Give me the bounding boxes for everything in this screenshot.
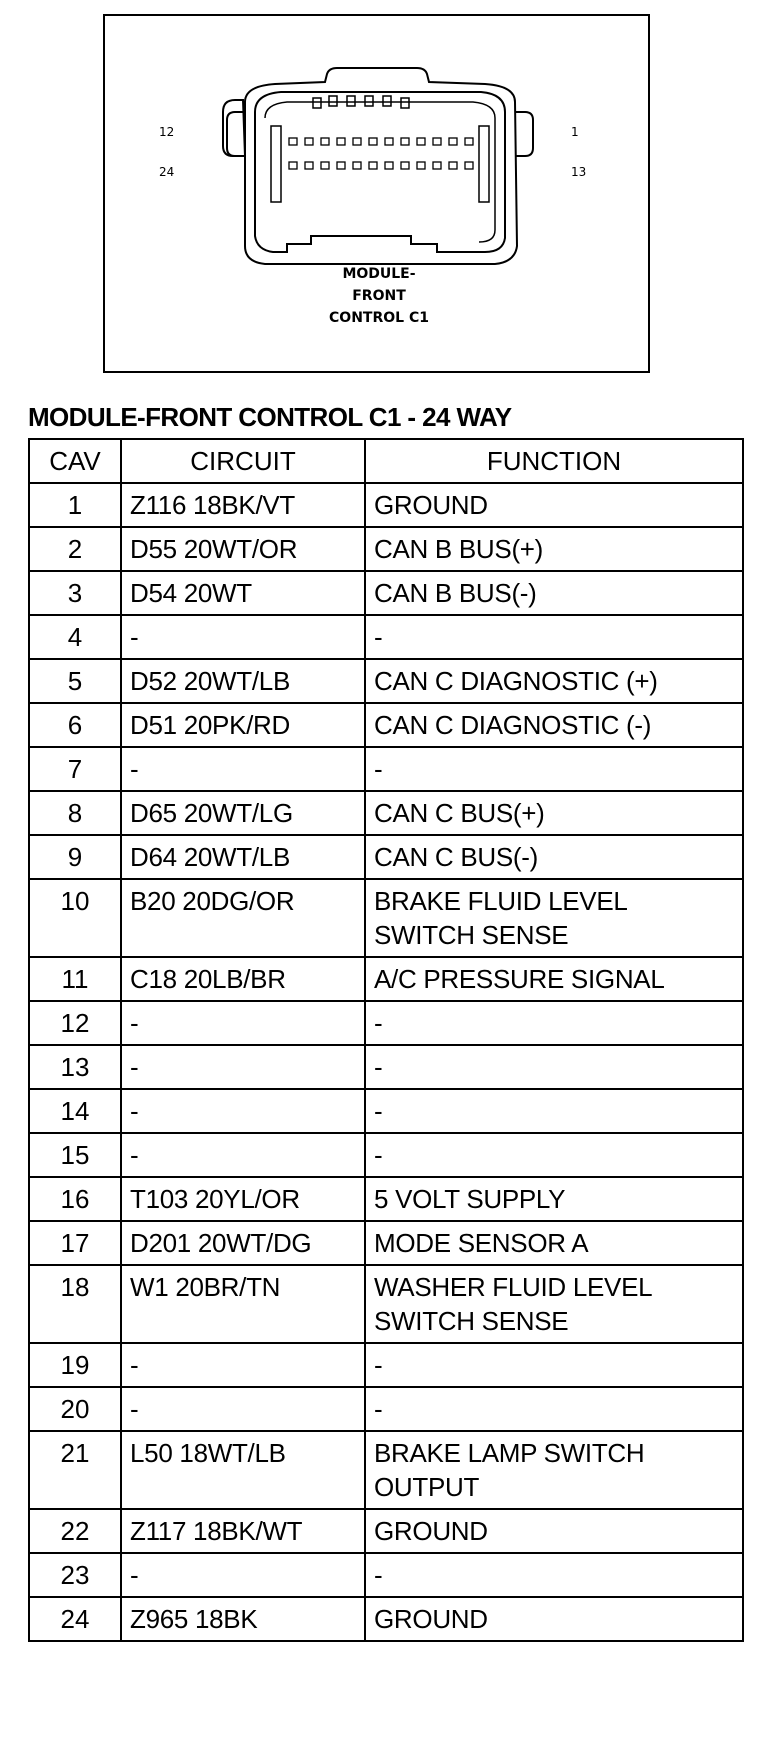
connector-right-latch [515, 112, 533, 156]
table-row [29, 1509, 743, 1553]
circuit-cell: C18 20LB/BR [121, 957, 365, 1001]
table-row [29, 1597, 743, 1641]
function-cell: GROUND [365, 1509, 743, 1553]
cav-cell: 7 [29, 747, 121, 791]
function-cell: BRAKE LAMP SWITCH OUTPUT [365, 1431, 743, 1509]
pin-cavity [353, 138, 361, 145]
header-circuit: CIRCUIT [121, 439, 365, 483]
circuit-cell: - [121, 615, 365, 659]
header-function: FUNCTION [365, 439, 743, 483]
circuit-cell: - [121, 1343, 365, 1387]
pin-cavity [337, 162, 345, 169]
circuit-cell: W1 20BR/TN [121, 1265, 365, 1343]
cav-cell: 12 [29, 1001, 121, 1045]
table-row [29, 835, 743, 879]
function-cell: BRAKE FLUID LEVEL SWITCH SENSE [365, 879, 743, 957]
connector-drawing [105, 16, 652, 375]
table-row [29, 571, 743, 615]
function-cell: CAN C DIAGNOSTIC (+) [365, 659, 743, 703]
pin-cavity [449, 138, 457, 145]
cav-cell: 14 [29, 1089, 121, 1133]
pin-cavity [433, 138, 441, 145]
table-row [29, 1265, 743, 1343]
function-cell: A/C PRESSURE SIGNAL [365, 957, 743, 1001]
table-header-row [29, 439, 743, 483]
cav-cell: 1 [29, 483, 121, 527]
pin-cavity [369, 138, 377, 145]
circuit-cell: - [121, 1387, 365, 1431]
cav-cell: 4 [29, 615, 121, 659]
pin-cavity [417, 162, 425, 169]
pin-cavity [417, 138, 425, 145]
pin-cavity [433, 162, 441, 169]
circuit-cell: D201 20WT/DG [121, 1221, 365, 1265]
circuit-cell: D51 20PK/RD [121, 703, 365, 747]
cav-cell: 2 [29, 527, 121, 571]
circuit-cell: - [121, 1001, 365, 1045]
circuit-cell: Z965 18BK [121, 1597, 365, 1641]
circuit-cell: Z116 18BK/VT [121, 483, 365, 527]
function-cell: CAN B BUS(-) [365, 571, 743, 615]
cav-cell: 11 [29, 957, 121, 1001]
function-cell: CAN B BUS(+) [365, 527, 743, 571]
pin-cavity [401, 162, 409, 169]
function-cell: CAN C BUS(+) [365, 791, 743, 835]
cav-cell: 9 [29, 835, 121, 879]
function-cell: - [365, 1133, 743, 1177]
function-cell: - [365, 1343, 743, 1387]
circuit-cell: D54 20WT [121, 571, 365, 615]
pin-cavity [465, 162, 473, 169]
table-title: MODULE-FRONT CONTROL C1 - 24 WAY [28, 402, 512, 432]
function-cell: GROUND [365, 483, 743, 527]
table-row [29, 1089, 743, 1133]
circuit-cell: D65 20WT/LG [121, 791, 365, 835]
connector-left-latch [227, 112, 245, 156]
circuit-cell: - [121, 1089, 365, 1133]
connector-label-line-2: FRONT [352, 288, 406, 304]
circuit-cell: L50 18WT/LB [121, 1431, 365, 1509]
pin-cavity [449, 162, 457, 169]
pin-cavity [465, 138, 473, 145]
table-row [29, 957, 743, 1001]
pin-cavity [369, 162, 377, 169]
function-cell: - [365, 1001, 743, 1045]
cav-cell: 5 [29, 659, 121, 703]
connector-inner-wall [265, 102, 495, 242]
cav-cell: 17 [29, 1221, 121, 1265]
cav-cell: 10 [29, 879, 121, 957]
cav-cell: 23 [29, 1553, 121, 1597]
pin-cavity [289, 162, 297, 169]
pin-cavity [305, 138, 313, 145]
pin-cavity [353, 162, 361, 169]
circuit-cell: - [121, 1133, 365, 1177]
function-cell: CAN C DIAGNOSTIC (-) [365, 703, 743, 747]
pin-cavity [321, 138, 329, 145]
pin-cavity [337, 138, 345, 145]
table-row [29, 791, 743, 835]
cav-cell: 3 [29, 571, 121, 615]
cav-cell: 15 [29, 1133, 121, 1177]
connector-inner-body [255, 92, 505, 252]
function-cell: GROUND [365, 1597, 743, 1641]
table-row [29, 659, 743, 703]
table-row [29, 1045, 743, 1089]
circuit-cell: - [121, 1045, 365, 1089]
cav-cell: 21 [29, 1431, 121, 1509]
pin-cavity [289, 138, 297, 145]
cav-cell: 8 [29, 791, 121, 835]
pin-cavities [289, 138, 473, 169]
table-row [29, 1553, 743, 1597]
function-cell: 5 VOLT SUPPLY [365, 1177, 743, 1221]
pin-label-top-left: 12 [159, 125, 175, 139]
function-cell: - [365, 747, 743, 791]
cav-cell: 16 [29, 1177, 121, 1221]
table-row [29, 615, 743, 659]
circuit-cell: Z117 18BK/WT [121, 1509, 365, 1553]
circuit-cell: B20 20DG/OR [121, 879, 365, 957]
cav-cell: 22 [29, 1509, 121, 1553]
cav-cell: 24 [29, 1597, 121, 1641]
function-cell: - [365, 1553, 743, 1597]
table-row [29, 1001, 743, 1045]
header-cav: CAV [29, 439, 121, 483]
function-cell: WASHER FLUID LEVEL SWITCH SENSE [365, 1265, 743, 1343]
pin-cavity [305, 162, 313, 169]
table-row [29, 703, 743, 747]
function-cell: - [365, 615, 743, 659]
circuit-cell: D64 20WT/LB [121, 835, 365, 879]
pin-label-bottom-left: 24 [159, 165, 175, 179]
function-cell: CAN C BUS(-) [365, 835, 743, 879]
function-cell: - [365, 1387, 743, 1431]
table-row [29, 1431, 743, 1509]
table-row [29, 1343, 743, 1387]
connector-label-line-1: MODULE- [342, 266, 416, 282]
pin-cavity [401, 138, 409, 145]
table-row [29, 879, 743, 957]
connector-diagram [103, 14, 650, 373]
pin-label-bottom-right: 13 [571, 165, 587, 179]
table-row [29, 527, 743, 571]
function-cell: - [365, 1045, 743, 1089]
table-row [29, 1133, 743, 1177]
table-row [29, 1221, 743, 1265]
circuit-cell: - [121, 1553, 365, 1597]
cav-cell: 13 [29, 1045, 121, 1089]
table-row [29, 1387, 743, 1431]
pin-label-top-right: 1 [571, 125, 579, 139]
table-row [29, 1177, 743, 1221]
cav-cell: 19 [29, 1343, 121, 1387]
connector-label-line-3: CONTROL C1 [329, 310, 429, 326]
circuit-cell: T103 20YL/OR [121, 1177, 365, 1221]
circuit-cell: D55 20WT/OR [121, 527, 365, 571]
circuit-cell: D52 20WT/LB [121, 659, 365, 703]
circuit-cell: - [121, 747, 365, 791]
function-cell: MODE SENSOR A [365, 1221, 743, 1265]
pinout-table [28, 438, 744, 1642]
cav-cell: 18 [29, 1265, 121, 1343]
pin-cavity [321, 162, 329, 169]
pin-cavity [385, 162, 393, 169]
table-row [29, 747, 743, 791]
table-row [29, 483, 743, 527]
cav-cell: 20 [29, 1387, 121, 1431]
cav-cell: 6 [29, 703, 121, 747]
pin-cavity [385, 138, 393, 145]
function-cell: - [365, 1089, 743, 1133]
